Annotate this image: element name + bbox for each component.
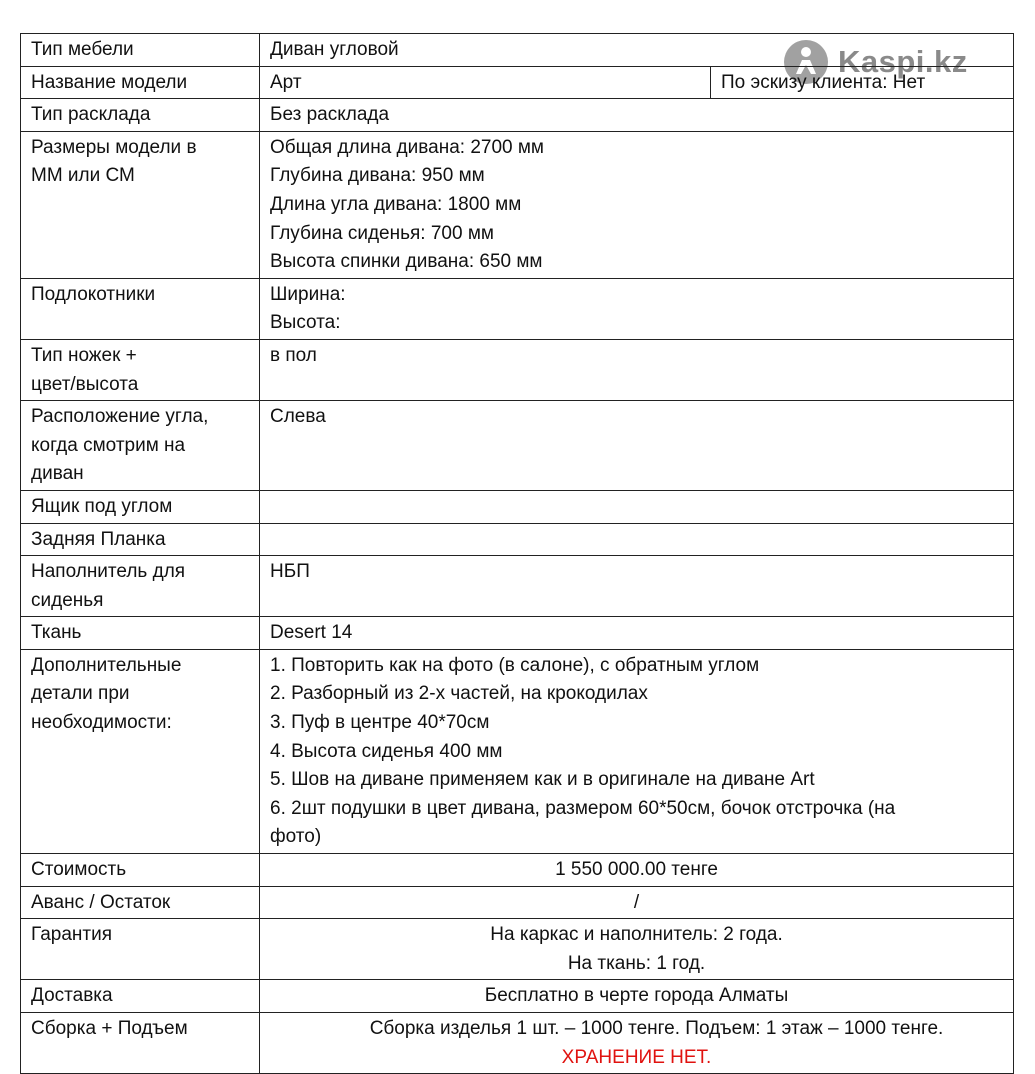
- label-furniture-type: Тип мебели: [21, 34, 260, 67]
- row-model-name: [21, 66, 1014, 99]
- label-seat-filler: Наполнитель для сиденья: [21, 556, 260, 617]
- detail-item: 3. Пуф в центре 40*70см: [270, 712, 490, 734]
- value-legs: в пол: [260, 339, 1014, 400]
- detail-item: 5. Шов на диване применяем как и в оригинале на диване Art: [270, 769, 815, 791]
- row-layout-type: [21, 99, 1014, 132]
- value-furniture-type: Диван угловой: [260, 34, 1014, 67]
- dim-depth: Глубина дивана: 950 мм: [270, 165, 485, 187]
- detail-item: 4. Высота сиденья 400 мм: [270, 740, 503, 762]
- dim-total-length: Общая длина дивана: 2700 мм: [270, 136, 544, 158]
- assembly-price: Сборка изделья 1 шт. – 1000 тенге. Подъем: 1 этаж – 1000 тенге.: [369, 1018, 944, 1039]
- watermark-text: Kaspi.kz: [838, 44, 968, 79]
- value-model-name: Арт: [260, 66, 711, 99]
- value-armrests: Ширина: Высота:: [260, 278, 1014, 339]
- row-legs: [21, 339, 1014, 400]
- detail-item: фото): [270, 826, 322, 848]
- label-fabric: Ткань: [21, 617, 260, 650]
- dim-back-height: Высота спинки дивана: 650 мм: [270, 251, 543, 273]
- label-back-plank: Задняя Планка: [21, 523, 260, 556]
- label-legs: Тип ножек + цвет/высота: [21, 339, 260, 400]
- value-price: 1 550 000.00 тенге: [260, 854, 1014, 887]
- order-spec-table: [20, 33, 1014, 1074]
- value-corner-box: [260, 490, 1014, 523]
- label-delivery: Доставка: [21, 980, 260, 1013]
- label-warranty: Гарантия: [21, 919, 260, 980]
- dim-corner-length: Длина угла дивана: 1800 мм: [270, 193, 522, 215]
- value-corner-position: Слева: [260, 401, 1014, 491]
- row-furniture-type: [21, 34, 1014, 67]
- row-assembly: [21, 1013, 1014, 1074]
- row-corner-box: [21, 490, 1014, 523]
- dim-seat-depth: Глубина сиденья: 700 мм: [270, 222, 494, 244]
- row-corner-position: [21, 401, 1014, 491]
- label-model-name: Название модели: [21, 66, 260, 99]
- storage-warning: ХРАНЕНИЕ НЕТ.: [561, 1046, 712, 1068]
- value-advance: /: [260, 886, 1014, 919]
- row-extra-details: [21, 649, 1014, 853]
- row-price: [21, 854, 1014, 887]
- value-warranty: На каркас и наполнитель: 2 года. На ткань: 1 год.: [260, 919, 1014, 980]
- value-assembly: [260, 1013, 1014, 1074]
- value-extra-details: [260, 649, 1014, 853]
- row-back-plank: [21, 523, 1014, 556]
- label-price: Стоимость: [21, 854, 260, 887]
- label-extra-details: Дополнительные детали при необходимости:: [21, 649, 260, 853]
- row-fabric: [21, 617, 1014, 650]
- label-corner-box: Ящик под углом: [21, 490, 260, 523]
- value-layout-type: Без расклада: [260, 99, 1014, 132]
- label-advance: Аванс / Остаток: [21, 886, 260, 919]
- row-armrests: [21, 278, 1014, 339]
- value-seat-filler: НБП: [260, 556, 1014, 617]
- value-dimensions: [260, 131, 1014, 278]
- label-assembly: Сборка + Подъем: [21, 1013, 260, 1074]
- row-warranty: [21, 919, 1014, 980]
- value-client-sketch: По эскизу клиента: Нет: [711, 66, 1014, 99]
- row-dimensions: [21, 131, 1014, 278]
- value-back-plank: [260, 523, 1014, 556]
- label-corner-position: Расположение угла, когда смотрим на диван: [21, 401, 260, 491]
- label-layout-type: Тип расклада: [21, 99, 260, 132]
- row-delivery: [21, 980, 1014, 1013]
- row-advance: [21, 886, 1014, 919]
- label-dimensions: Размеры модели в ММ или СМ: [21, 131, 260, 278]
- value-delivery: Бесплатно в черте города Алматы: [260, 980, 1014, 1013]
- detail-item: 2. Разборный из 2-х частей, на крокодилах: [270, 683, 648, 705]
- detail-item: 1. Повторить как на фото (в салоне), с обратным углом: [270, 654, 760, 676]
- row-seat-filler: [21, 556, 1014, 617]
- label-armrests: Подлокотники: [21, 278, 260, 339]
- detail-item: 6. 2шт подушки в цвет дивана, размером 60*50см, бочок отстрочка (на: [270, 797, 896, 819]
- value-fabric: Desert 14: [260, 617, 1014, 650]
